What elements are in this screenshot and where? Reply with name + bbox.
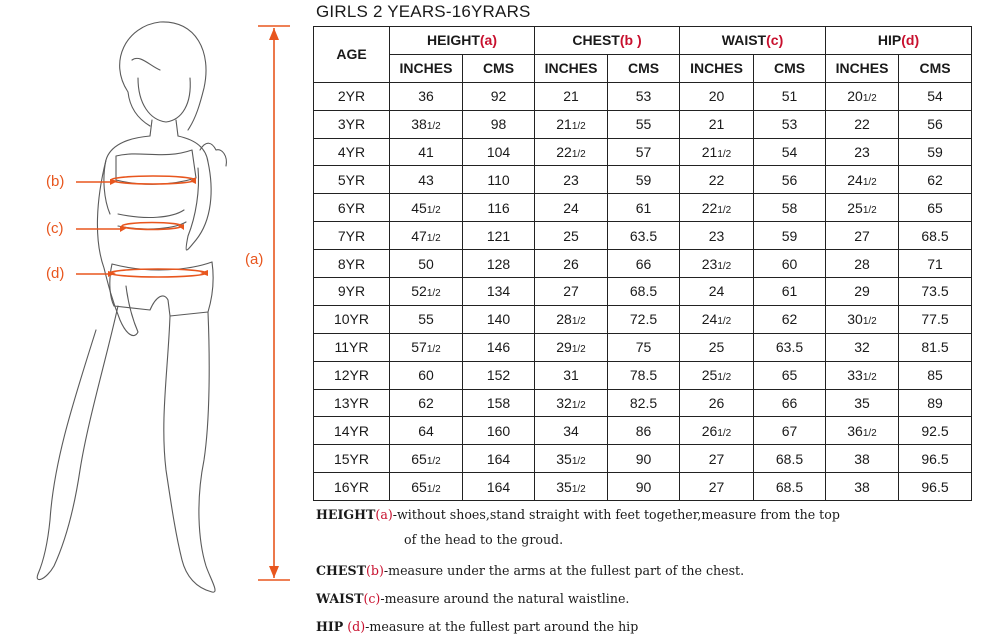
measure-cell: 68.5 [608,278,680,306]
measure-cell: 65 [899,194,972,222]
measure-cell: 75 [608,333,680,361]
measure-cell: 61 [754,278,826,306]
figure-neck [150,120,178,136]
age-cell: 4YR [314,138,390,166]
measure-cell: 28 [826,250,899,278]
measure-cell: 81.5 [899,333,972,361]
measure-cell: 251/2 [826,194,899,222]
measure-cell: 110 [463,166,535,194]
table-row [314,389,972,417]
measure-cell: 21 [680,110,754,138]
unit-header: INCHES [680,54,754,82]
measure-cell: 59 [754,222,826,250]
height-arrow-up [269,28,279,40]
age-cell: 3YR [314,110,390,138]
measure-cell: 63.5 [608,222,680,250]
measure-cell: 96.5 [899,473,972,501]
measure-cell: 25 [535,222,608,250]
measure-cell: 281/2 [535,305,608,333]
measure-cell: 321/2 [535,389,608,417]
measure-cell: 27 [680,445,754,473]
table-row [314,194,972,222]
label-a: (a) [245,251,264,268]
measure-cell: 121 [463,222,535,250]
measure-cell: 60 [390,361,463,389]
table-row [314,305,972,333]
measure-cell: 43 [390,166,463,194]
measure-cell: 23 [826,138,899,166]
measure-cell: 68.5 [754,445,826,473]
measure-cell: 59 [608,166,680,194]
measure-cell: 451/2 [390,194,463,222]
measure-cell: 96.5 [899,445,972,473]
measure-cell: 301/2 [826,305,899,333]
measure-cell: 58 [754,194,826,222]
measure-cell: 72.5 [608,305,680,333]
measure-cell: 32 [826,333,899,361]
measure-cell: 221/2 [535,138,608,166]
label-b: (b) [46,173,65,190]
measure-cell: 53 [754,110,826,138]
hip-header: HIP(d) [826,27,972,55]
measure-cell: 54 [899,82,972,110]
measure-cell: 66 [754,389,826,417]
measure-cell: 25 [680,333,754,361]
label-d: (d) [46,265,65,282]
age-cell: 15YR [314,445,390,473]
measure-cell: 21 [535,82,608,110]
measure-cell: 651/2 [390,445,463,473]
measure-cell: 64 [390,417,463,445]
measure-cell: 71 [899,250,972,278]
note-chest: CHEST(b)-measure under the arms at the fullest part of the chest. [316,563,745,578]
measure-cell: 59 [899,138,972,166]
measure-cell: 571/2 [390,333,463,361]
chart-title: GIRLS 2 YEARS-16YRARS [316,2,531,21]
chest-header: CHEST(b ) [535,27,680,55]
measure-cell: 63.5 [754,333,826,361]
measure-cell: 51 [754,82,826,110]
measure-cell: 331/2 [826,361,899,389]
measure-cell: 38 [826,473,899,501]
group-header-row [314,27,972,55]
measure-cell: 26 [535,250,608,278]
measure-cell: 54 [754,138,826,166]
measure-cell: 35 [826,389,899,417]
measure-cell: 68.5 [754,473,826,501]
table-row [314,110,972,138]
measure-cell: 291/2 [535,333,608,361]
measure-cell: 89 [899,389,972,417]
measure-cell: 62 [390,389,463,417]
measure-cell: 62 [899,166,972,194]
measure-cell: 67 [754,417,826,445]
table-row [314,82,972,110]
note-height: HEIGHT(a)-without shoes,stand straight with feet together,measure from the top of the head to the groud. [316,507,840,547]
table-row [314,445,972,473]
measure-cell: 55 [608,110,680,138]
measure-cell: 73.5 [899,278,972,306]
measure-cell: 22 [680,166,754,194]
measure-cell: 361/2 [826,417,899,445]
measure-cell: 60 [754,250,826,278]
measure-cell: 68.5 [899,222,972,250]
age-cell: 14YR [314,417,390,445]
figure-face [138,78,190,122]
age-cell: 12YR [314,361,390,389]
note-height-continuation: of the head to the groud. [404,532,564,547]
age-header: AGE [314,27,390,83]
measure-cell: 53 [608,82,680,110]
measure-cell: 116 [463,194,535,222]
measure-cell: 651/2 [390,473,463,501]
measure-cell: 77.5 [899,305,972,333]
measure-cell: 31 [535,361,608,389]
measure-cell: 158 [463,389,535,417]
measure-cell: 50 [390,250,463,278]
measure-cell: 351/2 [535,473,608,501]
measure-cell: 381/2 [390,110,463,138]
measure-cell: 152 [463,361,535,389]
chest-measure-line [111,176,195,184]
measure-cell: 471/2 [390,222,463,250]
measure-cell: 20 [680,82,754,110]
measure-cell: 90 [608,445,680,473]
table-row [314,166,972,194]
unit-header: CMS [899,54,972,82]
measure-cell: 56 [754,166,826,194]
height-arrow-down [269,566,279,578]
measure-cell: 55 [390,305,463,333]
measure-cell: 26 [680,389,754,417]
measure-cell: 104 [463,138,535,166]
measure-cell: 38 [826,445,899,473]
age-cell: 2YR [314,82,390,110]
measure-cell: 98 [463,110,535,138]
unit-header-row [314,54,972,82]
measure-cell: 211/2 [680,138,754,166]
table-row [314,473,972,501]
note-hip: HIP (d)-measure at the fullest part around the hip [316,619,639,634]
age-cell: 9YR [314,278,390,306]
measure-cell: 34 [535,417,608,445]
table-row [314,417,972,445]
measure-cell: 211/2 [535,110,608,138]
figure-hair [120,22,206,130]
body-measurement-figure [0,0,310,640]
measure-cell: 231/2 [680,250,754,278]
measure-cell: 134 [463,278,535,306]
table-row [314,278,972,306]
measure-cell: 221/2 [680,194,754,222]
measure-cell: 27 [535,278,608,306]
measure-cell: 23 [680,222,754,250]
measure-cell: 92.5 [899,417,972,445]
measure-cell: 41 [390,138,463,166]
unit-header: CMS [463,54,535,82]
figure-left-leg [37,306,118,580]
waist-header: WAIST(c) [680,27,826,55]
measure-cell: 241/2 [826,166,899,194]
figure-waist-lines [112,210,212,270]
measure-cell: 78.5 [608,361,680,389]
age-cell: 7YR [314,222,390,250]
unit-header: CMS [754,54,826,82]
figure-top [116,150,196,184]
measure-cell: 128 [463,250,535,278]
table-row [314,138,972,166]
figure-torso [104,136,208,214]
age-cell: 11YR [314,333,390,361]
measure-cell: 164 [463,473,535,501]
measure-cell: 164 [463,445,535,473]
measure-cell: 82.5 [608,389,680,417]
age-cell: 13YR [314,389,390,417]
unit-header: CMS [608,54,680,82]
table-body [314,82,972,500]
age-cell: 10YR [314,305,390,333]
figure-right-leg [164,312,215,592]
age-cell: 16YR [314,473,390,501]
measure-cell: 241/2 [680,305,754,333]
measure-cell: 201/2 [826,82,899,110]
note-waist: WAIST(c)-measure around the natural waistline. [316,591,630,606]
measure-cell: 140 [463,305,535,333]
measure-cell: 85 [899,361,972,389]
measure-cell: 27 [680,473,754,501]
measure-cell: 29 [826,278,899,306]
measure-cell: 160 [463,417,535,445]
measure-cell: 90 [608,473,680,501]
unit-header: INCHES [535,54,608,82]
unit-header: INCHES [826,54,899,82]
measure-cell: 261/2 [680,417,754,445]
label-c: (c) [46,220,64,237]
unit-header: INCHES [390,54,463,82]
measure-cell: 251/2 [680,361,754,389]
measure-cell: 65 [754,361,826,389]
measure-cell: 66 [608,250,680,278]
measure-cell: 24 [535,194,608,222]
measure-cell: 27 [826,222,899,250]
measure-cell: 351/2 [535,445,608,473]
table-row [314,222,972,250]
age-cell: 5YR [314,166,390,194]
measure-cell: 61 [608,194,680,222]
table-row [314,361,972,389]
height-header: HEIGHT(a) [390,27,535,55]
table-row [314,333,972,361]
measure-cell: 23 [535,166,608,194]
figure-right-arm [186,143,226,250]
measure-cell: 146 [463,333,535,361]
measure-cell: 57 [608,138,680,166]
measure-cell: 24 [680,278,754,306]
measure-cell: 56 [899,110,972,138]
table-row [314,250,972,278]
measure-cell: 521/2 [390,278,463,306]
size-table [313,26,972,501]
age-cell: 6YR [314,194,390,222]
age-cell: 8YR [314,250,390,278]
measure-cell: 62 [754,305,826,333]
measure-cell: 22 [826,110,899,138]
measure-cell: 86 [608,417,680,445]
measure-cell: 92 [463,82,535,110]
measure-cell: 36 [390,82,463,110]
